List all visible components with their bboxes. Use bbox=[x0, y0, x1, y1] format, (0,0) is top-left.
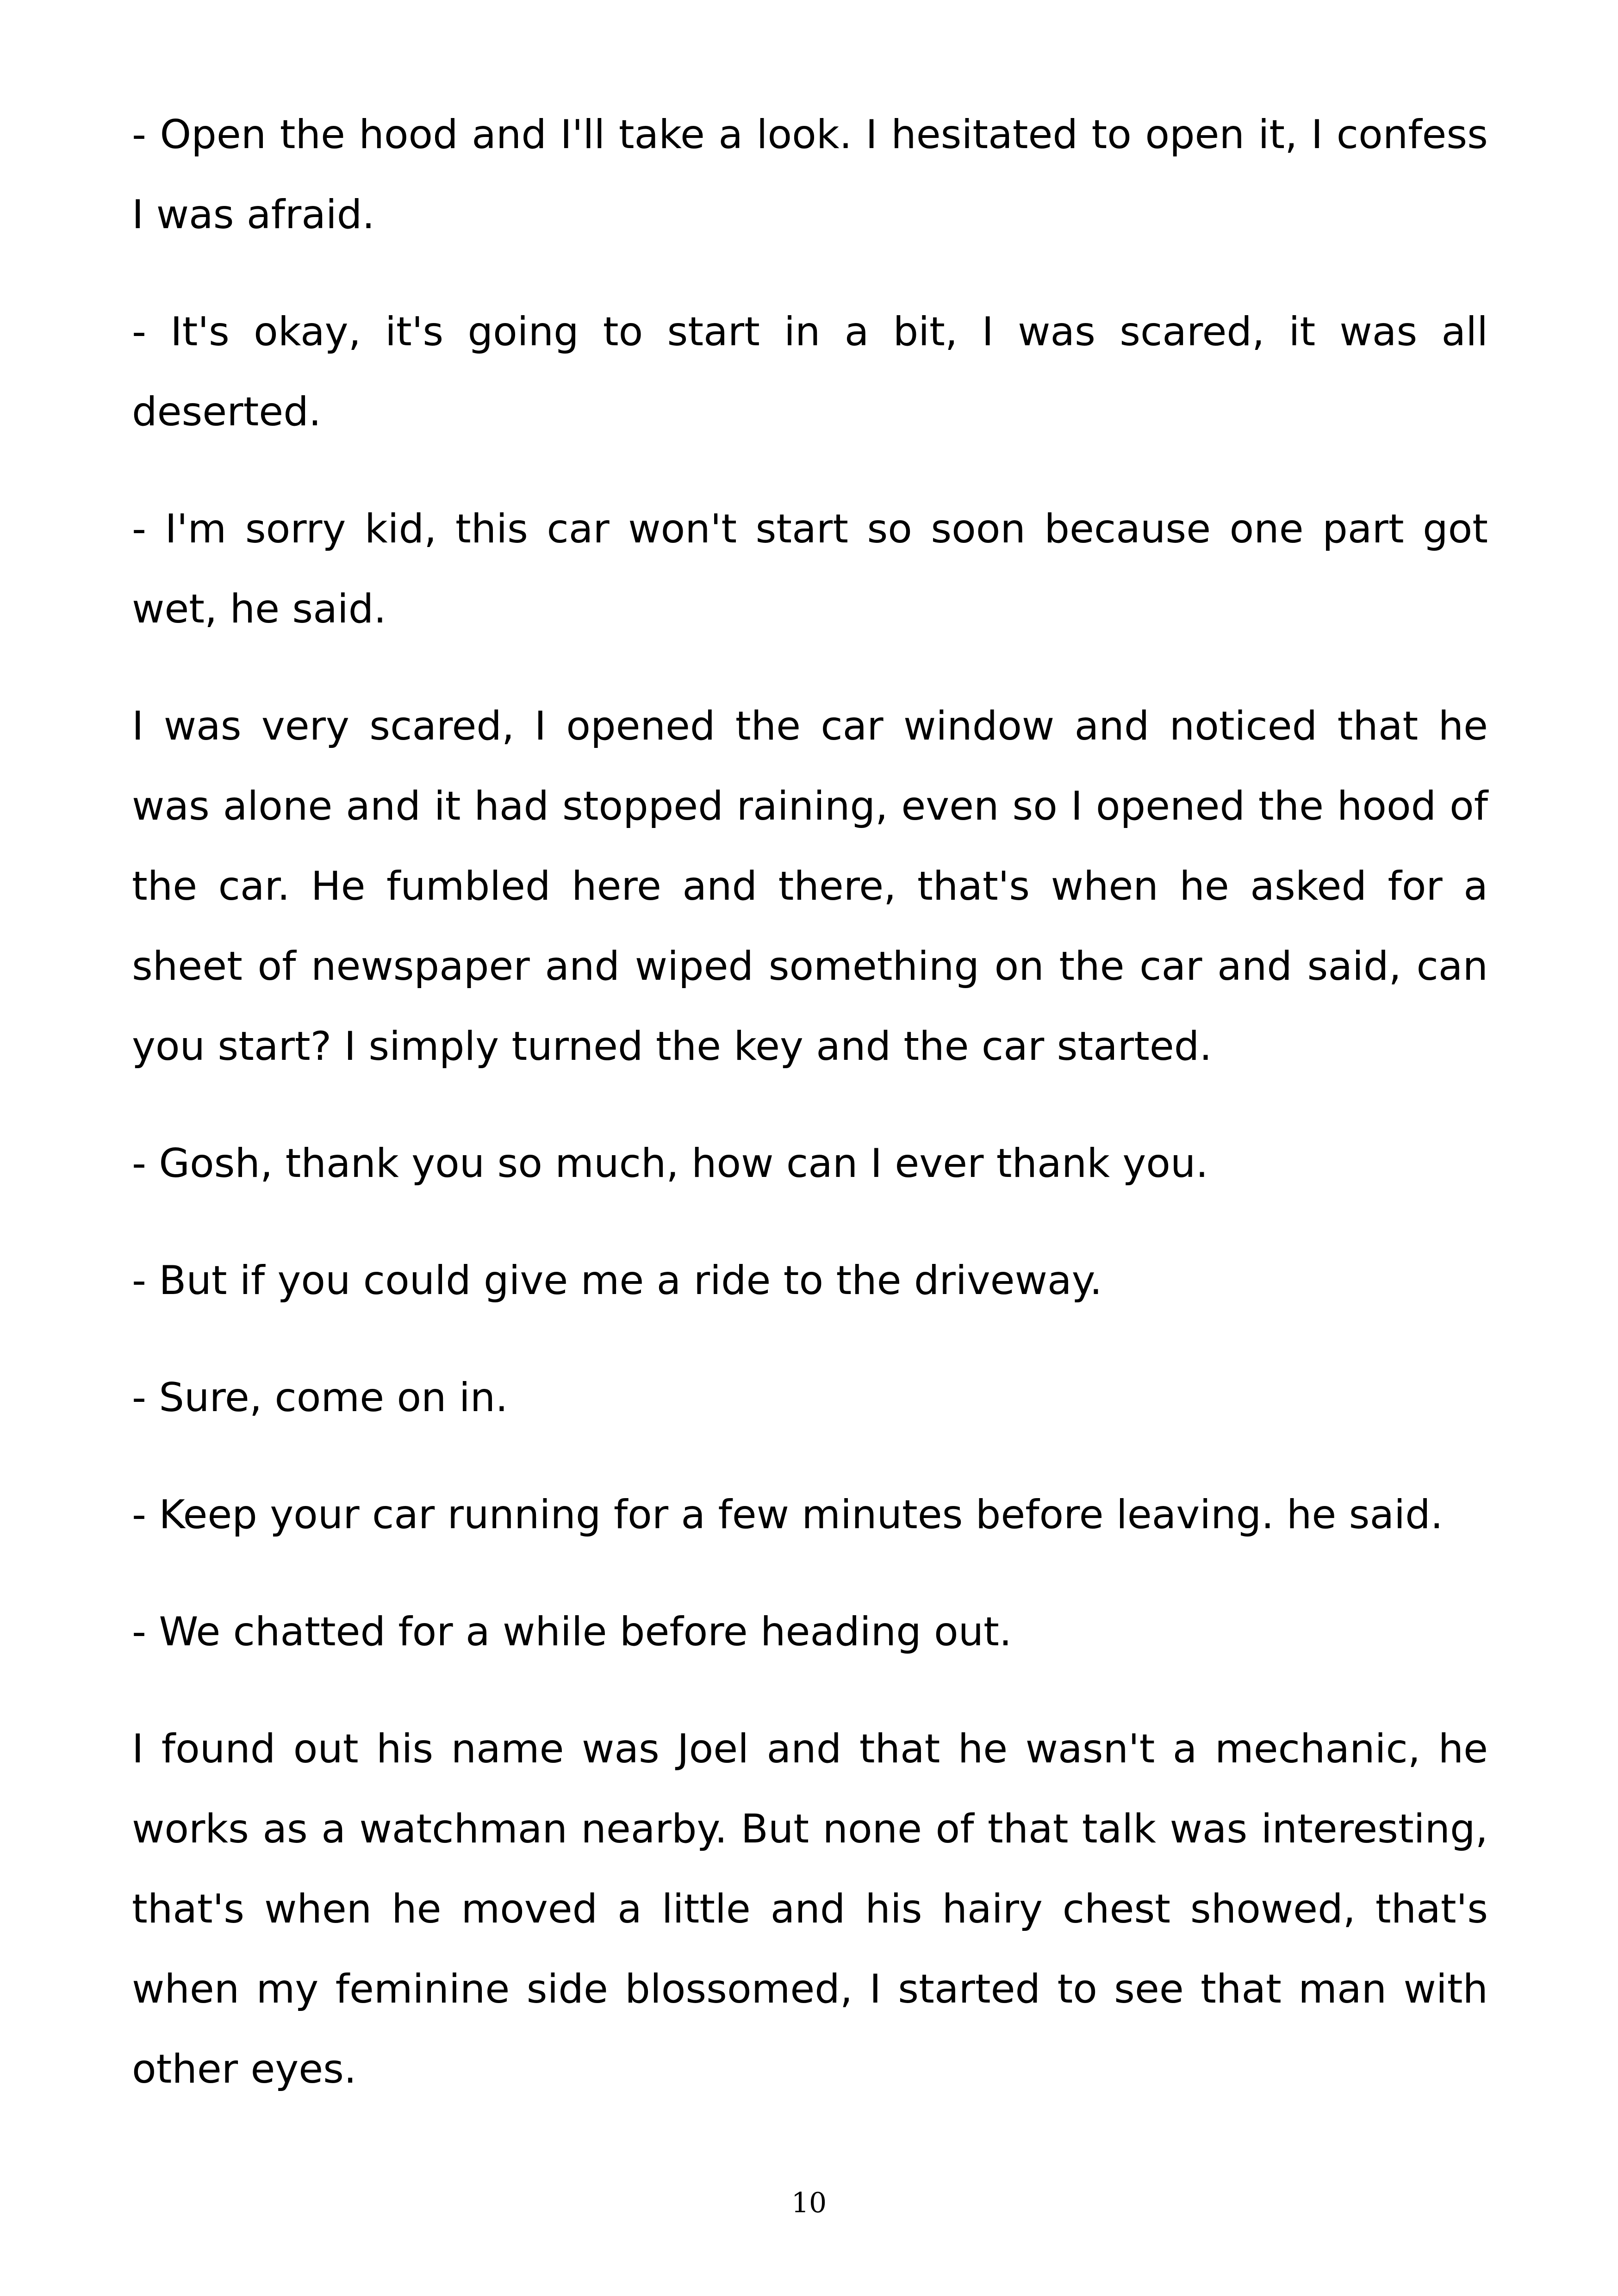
body-text bbox=[132, 95, 1488, 2147]
paragraph: - We chatted for a while before heading out. bbox=[132, 1609, 1012, 1655]
paragraph: - But if you could give me a ride to the driveway. bbox=[132, 1257, 1102, 1304]
paragraph: - Open the hood and I'll take a look. I hesitated to open it, I confess I was afraid. bbox=[132, 112, 1488, 238]
paragraph: - Keep your car running for a few minutes before leaving. he said. bbox=[132, 1492, 1444, 1538]
paragraph: - Sure, come on in. bbox=[132, 1375, 508, 1421]
paragraph: - It's okay, it's going to start in a bit, I was scared, it was all deserted. bbox=[132, 309, 1488, 435]
paragraph: I found out his name was Joel and that he wasn't a mechanic, he works as a watchman nearby. But none of that talk was interesting, that's when he moved a little and his hairy chest showed, that's when my feminine side blossomed, I started to see that man with other eyes. bbox=[132, 1726, 1488, 2092]
paragraph: - I'm sorry kid, this car won't start so soon because one part got wet, he said. bbox=[132, 506, 1488, 632]
paragraph: I was very scared, I opened the car window and noticed that he was alone and it had stopped raining, even so I opened the hood of the car. He fumbled here and there, that's when he asked for a sheet of newspaper and wiped something on the car and said, can you start? I simply turned the key and the car started. bbox=[132, 703, 1488, 1070]
paragraph: - Gosh, thank you so much, how can I ever thank you. bbox=[132, 1140, 1208, 1187]
page-number: 10 bbox=[791, 2187, 827, 2219]
